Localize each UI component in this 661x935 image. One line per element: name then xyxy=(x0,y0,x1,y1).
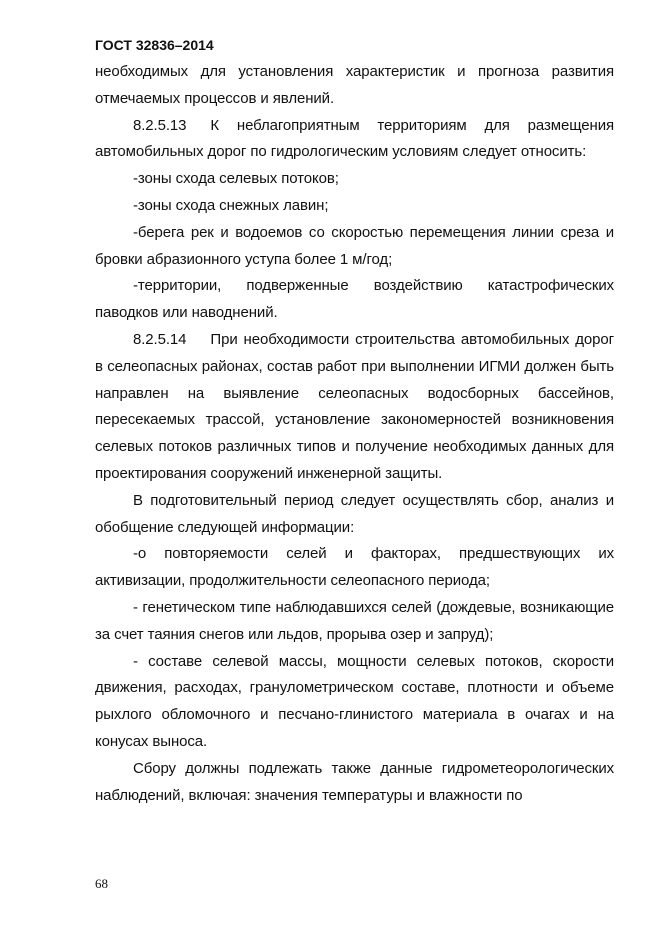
clause-number: 8.2.5.13 xyxy=(133,116,187,134)
paragraph-text: - составе селевой массы, мощности селевых потоков, скорости движения, расходах, гранулометрическом составе, плотности и объеме рыхлого обломочного и песчано-глинистого материала в очагах и на конусах выноса. xyxy=(95,652,614,750)
paragraph-text: -территории, подверженные воздействию катастрофических паводков или наводнений. xyxy=(95,277,614,322)
paragraph xyxy=(95,756,614,810)
list-item xyxy=(95,193,614,220)
paragraph-text: - генетическом типе наблюдавшихся селей (дождевые, возникающие за счет таяния снегов или льдов, прорыва озер и запруд); xyxy=(95,598,614,643)
list-item xyxy=(95,166,614,193)
list-item xyxy=(95,541,614,595)
paragraph-text: -о повторяемости селей и факторах, предшествующих их активизации, продолжительности селеопасного периода; xyxy=(95,545,614,590)
paragraph xyxy=(95,488,614,542)
page-number: 68 xyxy=(95,876,108,891)
paragraph-text: При необходимости строительства автомобильных дорог в селеопасных районах, состав работ при выполнении ИГМИ должен быть направлен на выявление селеопасных водосборных бассейнов, пересекаемых трассой, установление закономерностей возникновения селевых потоков различных типов и получение необходимых данных для проектирования сооружений инженерной защиты. xyxy=(95,330,614,482)
document-body xyxy=(95,59,614,809)
paragraph-text: -берега рек и водоемов со скоростью перемещения линии среза и бровки абразионного уступа более 1 м/год; xyxy=(95,223,614,268)
paragraph-text: Сбору должны подлежать также данные гидрометеорологических наблюдений, включая: значения температуры и влажности по xyxy=(95,759,614,804)
clause-number: 8.2.5.14 xyxy=(133,330,187,348)
list-item xyxy=(95,220,614,274)
list-item xyxy=(95,273,614,327)
paragraph-text: К неблагоприятным территориям для размещения автомобильных дорог по гидрологическим условиям следует относить: xyxy=(95,116,614,161)
paragraph xyxy=(95,59,614,113)
document-header: ГОСТ 32836–2014 xyxy=(95,37,214,53)
list-item xyxy=(95,595,614,649)
paragraph-text: В подготовительный период следует осуществлять сбор, анализ и обобщение следующей информации: xyxy=(95,491,614,536)
paragraph-clause xyxy=(95,327,614,488)
paragraph-text: необходимых для установления характеристик и прогноза развития отмечаемых процессов и явлений. xyxy=(95,63,614,107)
list-item xyxy=(95,649,614,756)
paragraph-clause xyxy=(95,113,614,167)
paragraph-text: -зоны схода снежных лавин; xyxy=(133,196,329,214)
paragraph-text: -зоны схода селевых потоков; xyxy=(133,170,339,188)
